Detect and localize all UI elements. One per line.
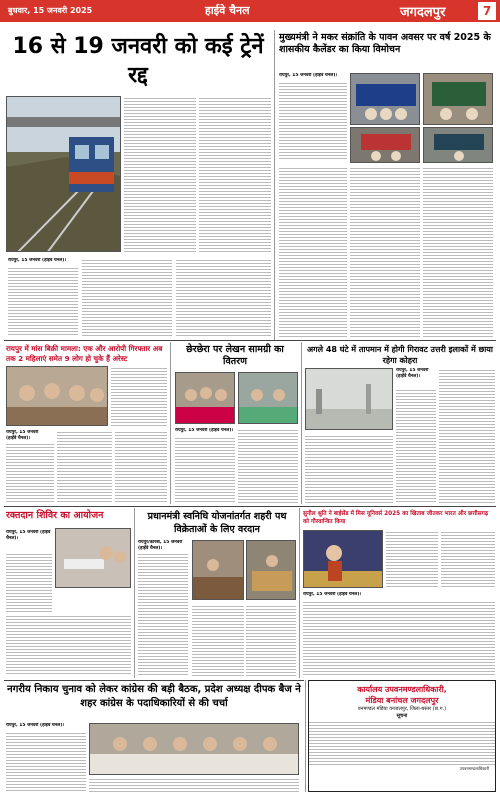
column-divider [134, 508, 135, 678]
congress-body-2 [89, 777, 299, 792]
trains-body-4 [82, 258, 172, 336]
weather-dateline: रायपुर, 15 जनवरी (हाईवे चैनल)। [396, 368, 429, 379]
government-notice [308, 680, 496, 792]
trains-body-5 [176, 258, 271, 336]
congress-body-1 [6, 731, 86, 791]
weather-photo [305, 368, 393, 430]
pmsvanidhi-dateline: रायपुर/कोरबा, 15 जनवरी (हाईवे चैनल)। [138, 540, 183, 551]
notice-body [309, 720, 495, 766]
music-body-3 [303, 600, 495, 676]
train-photo [6, 96, 121, 252]
meat-dateline: रायपुर, 15 जनवरी (हाईवे चैनल)। [6, 430, 39, 441]
paper-name: हाईवे चैनल [205, 4, 250, 17]
page-number: 7 [478, 2, 496, 20]
calendar-photo-4 [423, 127, 493, 163]
blood-photo [55, 528, 131, 588]
music-dateline: रायपुर, 15 जनवरी (हाईवे चैनल)। [303, 592, 362, 597]
weather-body-3 [439, 368, 495, 504]
calendar-headline: मुख्यमंत्री ने मकर संक्रांति के पावन अवसर पर वर्ष 2025 के शासकीय कैलेंडर का किया विमोचन [279, 32, 491, 55]
notice-heading: सूचना [396, 713, 408, 719]
notice-subtitle: वनमण्डल मंडिया वनजलपुर, जिला-बस्तर (छ.ग.) [357, 706, 447, 712]
pmsvanidhi-body-1 [138, 552, 188, 676]
trains-body-3 [8, 266, 78, 336]
meat-headline: रायपुर में मांस बिक्री मामला: एक और आरोपी गिरफ्तार अब तक 2 महिलाएं समेत 9 लोग हो चुके हैं अरेस्ट [6, 344, 163, 363]
section-rule [4, 340, 496, 341]
pmsvanidhi-photo-2 [246, 540, 296, 600]
congress-headline: नगरीय निकाय चुनाव को लेकर कांग्रेस की बड़ी बैठक, प्रदेश अध्यक्ष दीपक बैज ने शहर कांग्रेस के पदाधिकारियों से की चर्चा [7, 684, 301, 709]
music-photo [303, 530, 383, 588]
weather-body-1 [396, 388, 436, 504]
blood-body-1 [6, 552, 52, 612]
music-headline: सुनील श्रुति ने बाईसेंड में मिस यूनिवर्स 2025 का खिताब जीतकर भारत और छत्तीसगढ़ को गौरवान्वित किया [303, 511, 489, 525]
pmsvanidhi-headline: प्रधानमंत्री स्वनिधि योजनांतर्गत शहरी पथ विक्रेताओं के लिए वरदान [147, 511, 287, 535]
calendar-body-4 [423, 166, 493, 338]
weather-body-2 [305, 434, 393, 504]
column-divider [301, 342, 302, 504]
stationery-photo-1 [175, 372, 235, 424]
calendar-body-3 [350, 166, 420, 338]
column-divider [305, 680, 306, 792]
section-rule [4, 680, 304, 681]
notice-title: कार्यालय उपवनमण्डलाधिकारी, [357, 685, 447, 694]
stationery-body-1 [175, 436, 235, 504]
issue-date: बुधवार, 15 जनवरी 2025 [8, 6, 93, 15]
pmsvanidhi-body-3 [246, 604, 296, 676]
meat-body-2 [6, 442, 54, 504]
pmsvanidhi-body-2 [192, 604, 244, 676]
section-rule [4, 506, 496, 507]
calendar-photo-1 [350, 73, 420, 125]
trains-headline: 16 से 19 जनवरी को कई ट्रेनें रद्द [12, 34, 264, 88]
congress-photo [89, 723, 299, 775]
meat-body-1 [111, 366, 167, 426]
stationery-headline: छेरछेरा पर लेखन सामग्री का वितरण [186, 344, 284, 367]
calendar-dateline: रायपुर, 15 जनवरी (हाईवे चैनल)। [279, 73, 338, 78]
calendar-body-2 [279, 166, 347, 338]
calendar-body-1 [279, 81, 347, 161]
meat-body-3 [57, 430, 112, 504]
edition-city: जगदलपुर [400, 5, 446, 20]
stationery-dateline: रायपुर, 15 जनवरी (हाईवे चैनल)। [175, 428, 234, 433]
trains-body-1 [124, 96, 196, 252]
calendar-photo-3 [350, 127, 420, 163]
column-divider [299, 508, 300, 678]
blood-dateline: रायपुर, 15 जनवरी (हाईवे चैनल)। [6, 530, 51, 541]
stationery-body-2 [238, 428, 298, 504]
meat-photo [6, 366, 108, 426]
notice-footer: उपवनमण्डलाधिकारी [459, 766, 489, 771]
music-body-1 [386, 530, 438, 588]
masthead-bar [0, 0, 500, 22]
column-divider [274, 30, 275, 340]
stationery-photo-2 [238, 372, 298, 424]
congress-dateline: रायपुर, 15 जनवरी (हाईवे चैनल)। [6, 723, 65, 728]
notice-title-2: मंडिया बनांचल जगदलपुर [365, 696, 439, 705]
pmsvanidhi-photo-1 [192, 540, 244, 600]
blood-headline: रक्तदान शिविर का आयोजन [6, 510, 104, 521]
music-body-2 [441, 530, 495, 588]
trains-dateline: रायपुर, 15 जनवरी (हाईवे चैनल)। [8, 258, 67, 263]
trains-body-2 [199, 96, 271, 252]
calendar-photo-2 [423, 73, 493, 125]
blood-body-2 [6, 614, 131, 676]
weather-headline: अगले 48 घंटे में तापमान में होगी गिरावट उत्तरी इलाकों में छाया रहेगा कोहरा [307, 345, 493, 365]
meat-body-4 [115, 430, 167, 504]
column-divider [170, 342, 171, 504]
